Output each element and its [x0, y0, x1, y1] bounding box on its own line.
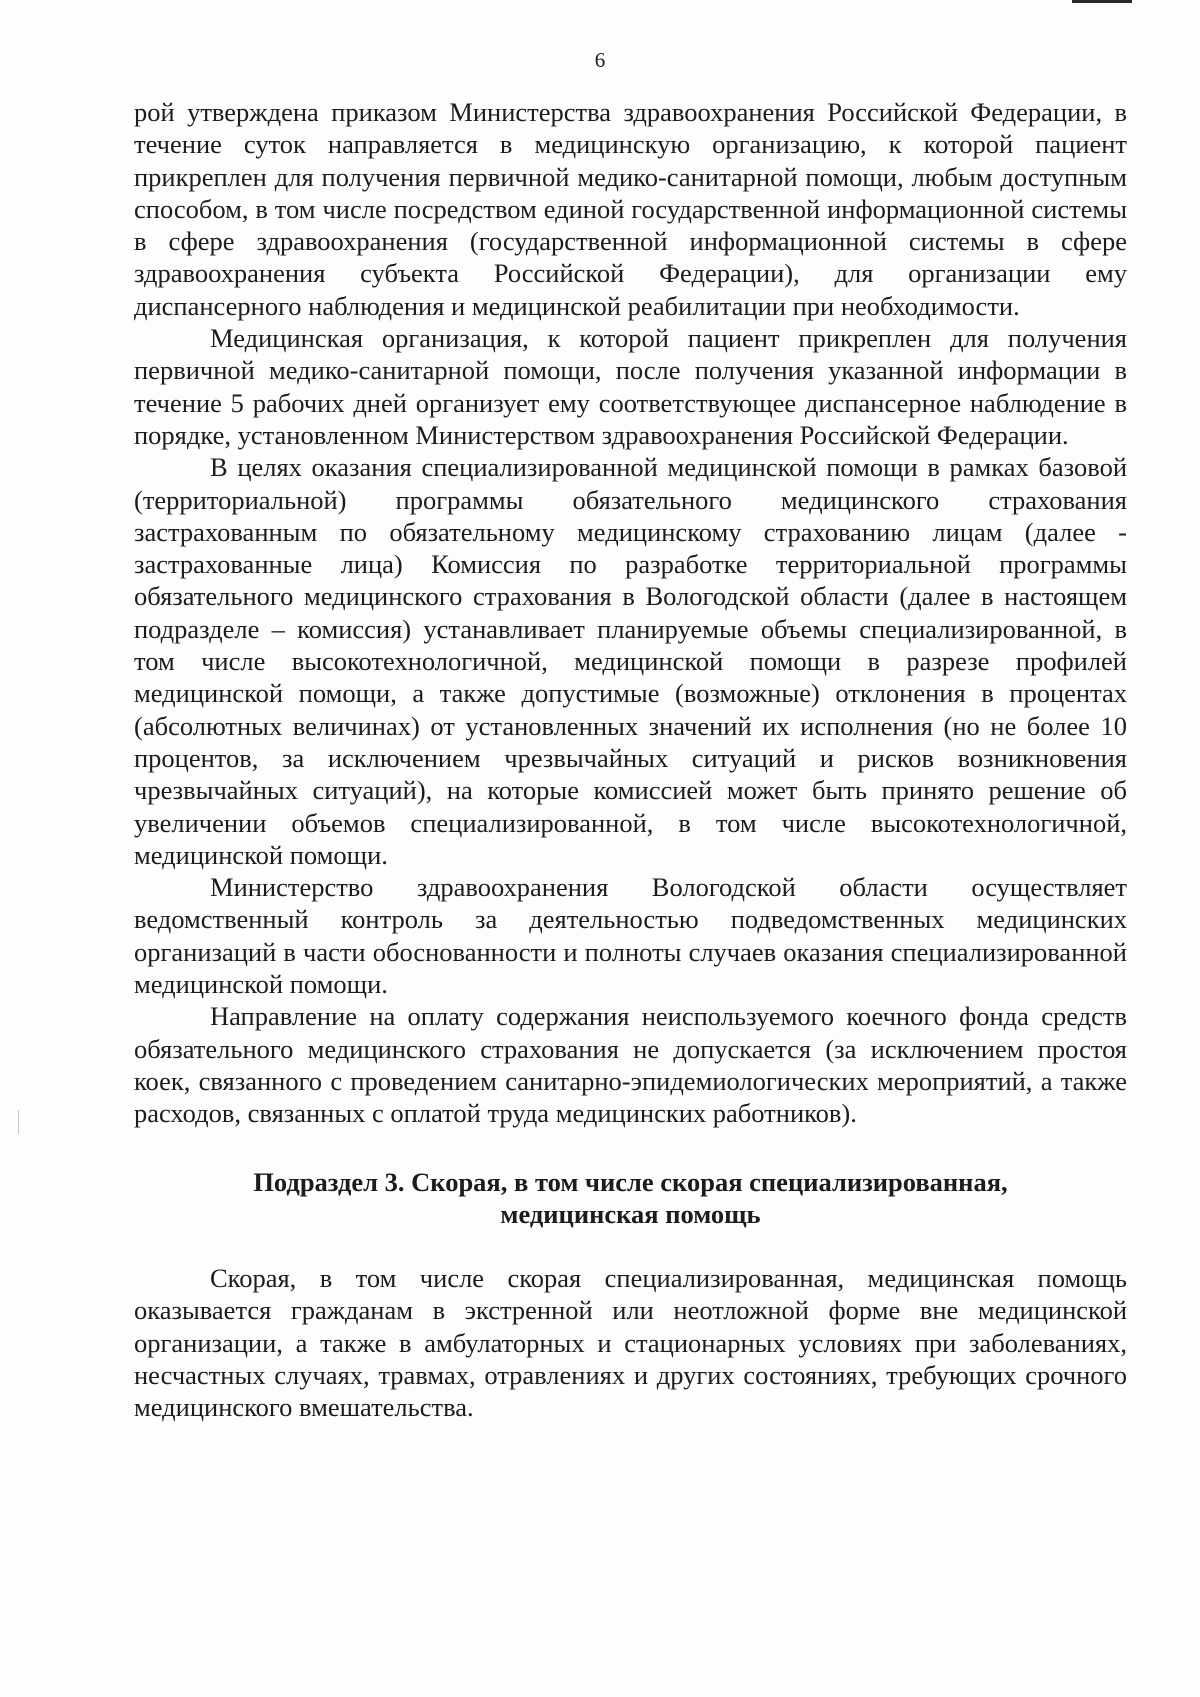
paragraph-specialized-care-volumes: В целях оказания специализированной медицинской помощи в рамках базовой (территориальной) программы обязательного медицинского страхования застрахованным по обязательному медицинскому страхованию лицам (далее - застрахованные лица) Комиссия по разработке территориальной программы обязательного медицинского страхования в Вологодской области (далее в настоящем подразделе – комиссия) устанавливает планируемые объемы специализированной, в том числе высокотехнологичной, медицинской помощи в разрезе профилей медицинской помощи, а также допустимые (возможные) отклонения в процентах (абсолютных величинах) от установленных значений их исполнения (но не более 10 процентов, за исключением чрезвычайных ситуаций и рисков возникновения чрезвычайных ситуаций), на которые комиссией может быть принято решение об увеличении объемов специализированной, в том числе высокотехнологичной, медицинской помощи.	[134, 452, 1127, 870]
section-heading-line-2: медицинская помощь	[500, 1198, 761, 1229]
scan-edge-mark	[1072, 0, 1132, 3]
paragraph-departmental-control: Министерство здравоохранения Вологодской области осуществляет ведомственный контроль за деятельностью подведомственных медицинских организаций в части обоснованности и полноты случаев оказания специализированной медицинской помощи.	[134, 872, 1127, 1000]
page-number: 6	[594, 48, 606, 72]
paragraph-emergency-care: Скорая, в том числе скорая специализированная, медицинская помощь оказывается гражданам в экстренной или неотложной форме вне медицинской организации, а также в амбулаторных и стационарных условиях при заболеваниях, несчастных случаях, травмах, отравлениях и других состояниях, требующих срочного медицинского вмешательства.	[134, 1263, 1127, 1423]
section-heading-line-1: Подраздел 3. Скорая, в том числе скорая специализированная,	[253, 1166, 1008, 1197]
paragraph-continuation: рой утверждена приказом Министерства здравоохранения Российской Федерации, в течение суток направляется в медицинскую организацию, к которой пациент прикреплен для получения первичной медико-санитарной помощи, любым доступным способом, в том числе посредством единой государственной информационной системы в сфере здравоохранения (государственной информационной системы в сфере здравоохранения субъекта Российской Федерации), для организации ему диспансерного наблюдения и медицинской реабилитации при необходимости.	[134, 97, 1127, 321]
paragraph-bed-fund-payment: Направление на оплату содержания неиспользуемого коечного фонда средств обязательного медицинского страхования не допускается (за исключением простоя коек, связанного с проведением санитарно-эпидемиологических мероприятий, а также расходов, связанных с оплатой труда медицинских работников).	[134, 1001, 1127, 1129]
scan-margin-mark	[18, 1110, 19, 1134]
section-heading	[134, 1166, 1127, 1231]
paragraph-dispensary-observation: Медицинская организация, к которой пациент прикреплен для получения первичной медико-санитарной помощи, после получения указанной информации в течение 5 рабочих дней организует ему соответствующее диспансерное наблюдение в порядке, установленном Министерством здравоохранения Российской Федерации.	[134, 323, 1127, 450]
document-body	[134, 96, 1127, 1424]
